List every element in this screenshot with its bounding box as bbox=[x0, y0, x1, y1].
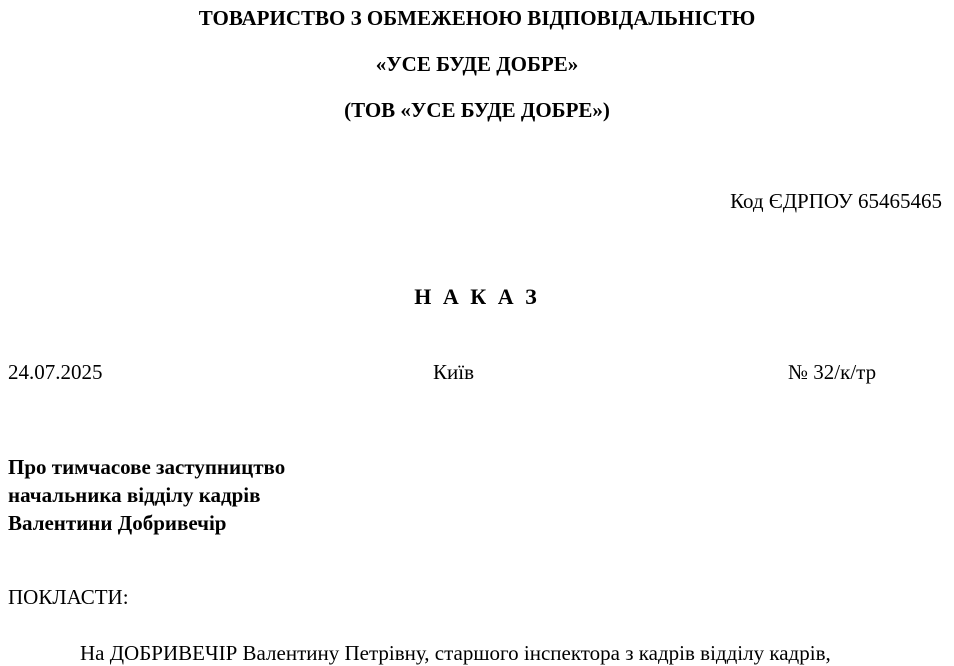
subject-line: начальника відділу кадрів bbox=[8, 483, 261, 507]
order-number: № 32/к/тр bbox=[788, 360, 877, 384]
order-title: Н А К А З bbox=[414, 284, 540, 309]
company-quoted-name: «УСЕ БУДЕ ДОБРЕ» bbox=[375, 52, 579, 76]
order-date: 24.07.2025 bbox=[8, 360, 103, 384]
order-subject bbox=[8, 453, 285, 537]
edrpou-code: Код ЄДРПОУ 65465465 bbox=[730, 189, 942, 213]
company-full-name: ТОВАРИСТВО З ОБМЕЖЕНОЮ ВІДПОВІДАЛЬНІСТЮ bbox=[198, 6, 756, 30]
subject-line: Валентини Добривечір bbox=[8, 511, 227, 535]
assign-label: ПОКЛАСТИ: bbox=[8, 585, 129, 609]
order-city: Київ bbox=[433, 360, 474, 384]
body-paragraph: На ДОБРИВЕЧІР Валентину Петрівну, старшого інспектора з кадрів відділу кадрів, bbox=[80, 641, 831, 665]
subject-line: Про тимчасове заступництво bbox=[8, 455, 286, 479]
company-short-name: (ТОВ «УСЕ БУДЕ ДОБРЕ») bbox=[344, 98, 610, 122]
